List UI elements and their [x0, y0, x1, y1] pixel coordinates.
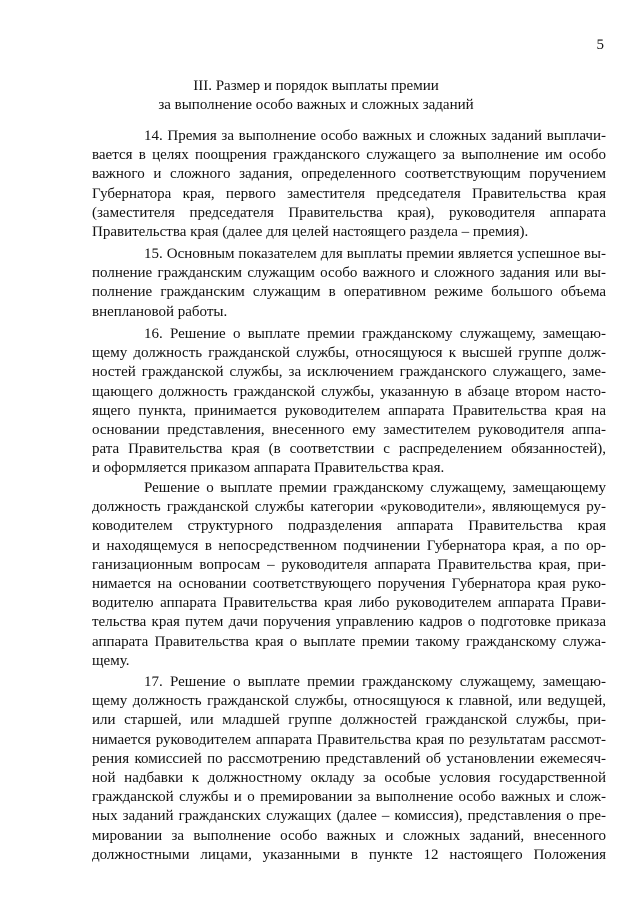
- text-line: Губернатора края, первого заместителя председателя Правительства края: [92, 185, 606, 202]
- text-line: 15. Основным показателем для выплаты премии является успешное вы-: [144, 246, 606, 262]
- page-number: 5: [596, 37, 604, 53]
- text-line: тельства края путем дачи поручения управлению кадров о подготовке приказа: [92, 614, 606, 631]
- text-line: щающего должность гражданской службы, указанную в абзаце втором насто-: [92, 383, 606, 400]
- text-line: и оформляется приказом аппарата Правительства края.: [92, 460, 445, 477]
- text-line: или старшей, или младшей группе должностей гражданской службы, при-: [92, 712, 606, 729]
- text-line: Решение о выплате премии гражданскому служащему, замещающему: [144, 480, 606, 496]
- text-line: должностными лицами, указанными в пункте 12 настоящего Положения: [92, 846, 606, 863]
- paragraph-16: [92, 325, 606, 479]
- text-line: внеплановой работы.: [92, 303, 228, 320]
- text-line: щему.: [92, 652, 130, 669]
- text-line: ных заданий гражданских служащих (далее – комиссия), представления о пре-: [92, 808, 606, 825]
- text-line: рата Правительства края (в соответствии с распределением обязанностей),: [92, 441, 606, 458]
- text-line: ящего пункта, принимается руководителем аппарата Правительства края на: [92, 402, 606, 419]
- section-title-line: за выполнение особо важных и сложных заданий: [158, 97, 474, 113]
- text-line: полнение гражданским служащим особо важного и сложного задания или вы-: [92, 265, 606, 282]
- text-line: ной надбавки к должностному окладу за особые условия государственной: [92, 770, 606, 787]
- text-line: ностей гражданской службы, за исключением гражданского служащего, заме-: [92, 364, 606, 381]
- text-line: 14. Премия за выполнение особо важных и сложных заданий выплачи-: [144, 128, 606, 144]
- text-line: мировании за выполнение особо важных и сложных заданий, внесенного: [92, 827, 606, 844]
- text-line: щему должность гражданской службы, относящуюся к высшей группе долж-: [92, 345, 606, 362]
- text-line: нимается руководителем аппарата Правительства края по результатам рассмот-: [92, 731, 606, 748]
- text-line: должность гражданской службы категории «руководители», являющемуся ру-: [92, 499, 606, 516]
- text-line: нимается на основании соответствующего поручения Губернатора края руко-: [92, 576, 606, 593]
- text-line: полнение гражданским служащим в оперативном режиме большого объема: [92, 284, 606, 301]
- text-line: аппарата Правительства края о выплате премии такому гражданскому служа-: [92, 633, 606, 650]
- text-line: 16. Решение о выплате премии гражданскому служащему, замещаю-: [144, 326, 606, 342]
- text-line: водителю аппарата Правительства края либо руководителем аппарата Прави-: [92, 595, 606, 612]
- text-line: ководителем структурного подразделения аппарата Правительства края: [92, 518, 606, 535]
- section-title-line: III. Размер и порядок выплаты премии: [193, 78, 439, 94]
- paragraph-15: [92, 245, 606, 322]
- paragraph-14: [92, 127, 606, 242]
- text-line: важного и сложного задания, определенного соответствующим поручением: [92, 166, 606, 183]
- text-line: гражданской службы и о премировании за выполнение особо важных и слож-: [92, 789, 606, 806]
- text-line: рения комиссией по рассмотрению представлений об установлении ежемесяч-: [92, 750, 606, 767]
- text-line: щему должность гражданской службы, относящуюся к главной, или ведущей,: [92, 693, 606, 710]
- text-line: вается в целях поощрения гражданского служащего за выполнение им особо: [92, 147, 606, 164]
- text-line: Правительства края (далее для целей настоящего раздела – премия).: [92, 224, 529, 241]
- text-line: основании представления, внесенного ему заместителем руководителя аппа-: [92, 422, 606, 439]
- section-title: [92, 77, 540, 115]
- text-line: (заместителя председателя Правительства края), руководителя аппарата: [92, 204, 606, 221]
- paragraph-16-part-2: [92, 479, 606, 671]
- text-line: ганизационным вопросам – руководителя аппарата Правительства края, при-: [92, 556, 606, 573]
- paragraph-17: [92, 673, 606, 865]
- text-line: 17. Решение о выплате премии гражданскому служащему, замещаю-: [144, 674, 606, 690]
- text-line: и находящемуся в непосредственном подчинении Губернатора края, а по ор-: [92, 537, 606, 554]
